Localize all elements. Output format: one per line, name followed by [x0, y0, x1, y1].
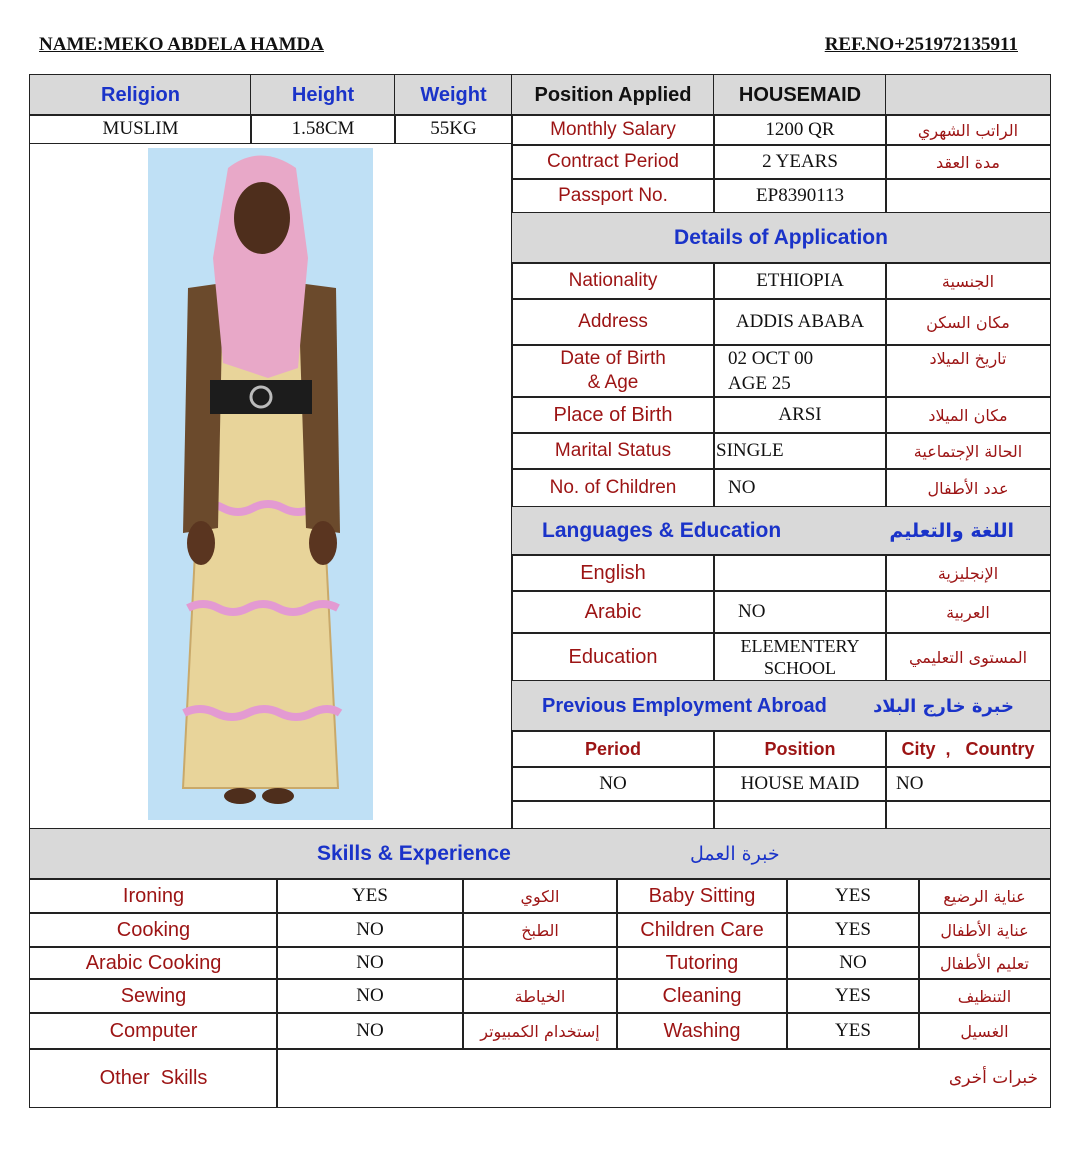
height-value: 1.58CM: [250, 114, 396, 144]
address-value: ADDIS ABABA: [713, 298, 887, 346]
skill-arabic: الطبخ: [521, 920, 559, 940]
city-country-header: City , Country: [885, 730, 1051, 768]
passport-value: EP8390113: [713, 178, 887, 214]
arabic-value: NO: [713, 590, 887, 634]
skill-label: Arabic Cooking: [85, 951, 222, 974]
contract-arabic: مدة العقد: [885, 144, 1051, 180]
skill-label: Washing: [663, 1019, 741, 1042]
employment-blank-1: [511, 800, 715, 830]
skill-value: NO: [356, 919, 384, 940]
english-label: English: [511, 554, 715, 592]
contract-value: 2 YEARS: [713, 144, 887, 180]
position-applied-blank: [885, 74, 1051, 116]
children-value: NO: [713, 468, 887, 508]
skill-value: YES: [352, 885, 388, 906]
person-photo-icon: [148, 148, 373, 820]
skill-label-cell: [616, 912, 788, 948]
skill-label-cell: [29, 912, 278, 948]
contract-label: Contract Period: [511, 144, 715, 180]
position-applied-value: HOUSEMAID: [713, 74, 887, 116]
employment-city: NO: [885, 766, 1051, 802]
skill-arabic-cell: [462, 1012, 618, 1050]
employment-section-title: Previous Employment Abroad خبرة خارج البلاد: [511, 680, 1051, 732]
skill-label-cell: [29, 978, 278, 1014]
skill-arabic: التنظيف: [957, 986, 1012, 1006]
skill-label: Cleaning: [662, 984, 742, 1007]
passport-arabic: [885, 178, 1051, 214]
skill-value-cell: [786, 912, 920, 948]
skill-arabic-cell: [462, 912, 618, 948]
skill-value-cell: [786, 878, 920, 914]
skill-label: Computer: [109, 1019, 198, 1042]
skill-arabic: إستخدام الكمبيوتر: [480, 1021, 600, 1041]
skill-label-cell: [29, 878, 278, 914]
skill-value: NO: [356, 952, 384, 973]
skill-arabic-cell: [918, 912, 1051, 948]
education-label: Education: [511, 632, 715, 682]
candidate-name: NAME:MEKO ABDELA HAMDA: [39, 34, 324, 55]
arabic-arabic: العربية: [885, 590, 1051, 634]
skill-label: Tutoring: [665, 951, 739, 974]
weight-value: 55KG: [394, 114, 513, 144]
skill-value: YES: [835, 1020, 871, 1041]
education-value: ELEMENTERY SCHOOL: [713, 632, 887, 682]
pob-value: ARSI: [713, 396, 887, 434]
dob-value: 02 OCT 00 AGE 25: [713, 344, 887, 398]
marital-label: Marital Status: [511, 432, 715, 470]
person-photo: [148, 148, 373, 820]
skill-value-cell: [276, 1012, 464, 1050]
skill-value: YES: [835, 985, 871, 1006]
salary-label: Monthly Salary: [511, 114, 715, 146]
skill-arabic: الغسيل: [960, 1021, 1009, 1041]
skill-label-cell: [616, 878, 788, 914]
children-arabic: عدد الأطفال: [885, 468, 1051, 508]
skill-arabic-cell: [462, 878, 618, 914]
skill-value: NO: [356, 985, 384, 1006]
skill-value-cell: [786, 946, 920, 980]
position-header: Position: [713, 730, 887, 768]
employment-blank-3: [885, 800, 1051, 830]
reference-number: REF.NO+251972135911: [824, 34, 1018, 55]
religion-header: Religion: [29, 74, 252, 116]
skill-arabic: عناية الرضيع: [943, 886, 1026, 906]
dob-label: Date of Birth & Age: [511, 344, 715, 398]
address-label: Address: [511, 298, 715, 346]
skills-section-title: Skills & Experience خبرة العمل: [29, 828, 1051, 880]
skill-arabic-cell: [918, 878, 1051, 914]
skill-arabic: تعليم الأطفال: [940, 953, 1029, 973]
children-label: No. of Children: [511, 468, 715, 508]
salary-value: 1200 QR: [713, 114, 887, 146]
passport-label: Passport No.: [511, 178, 715, 214]
employment-blank-2: [713, 800, 887, 830]
nationality-arabic: الجنسية: [885, 262, 1051, 300]
skill-value: YES: [835, 919, 871, 940]
skill-value-cell: [786, 978, 920, 1014]
skill-label: Baby Sitting: [648, 884, 756, 907]
other-skills-value: خبرات أخرى: [276, 1048, 1051, 1108]
languages-section-title: Languages & Education اللغة والتعليم: [511, 506, 1051, 556]
weight-header: Weight: [394, 74, 513, 116]
skill-arabic-cell: [918, 946, 1051, 980]
marital-value: SINGLE: [713, 432, 887, 470]
employment-position: HOUSE MAID: [713, 766, 887, 802]
skill-label: Sewing: [120, 984, 187, 1007]
skill-value-cell: [786, 1012, 920, 1050]
address-arabic: مكان السكن: [885, 298, 1051, 346]
skill-value-cell: [276, 878, 464, 914]
skill-label: Cooking: [116, 918, 191, 941]
arabic-label: Arabic: [511, 590, 715, 634]
skill-value: NO: [839, 952, 867, 973]
religion-value: MUSLIM: [29, 114, 252, 144]
skill-label-cell: [29, 1012, 278, 1050]
skill-arabic: الكوي: [520, 886, 560, 906]
dob-arabic: تاريخ الميلاد: [885, 344, 1051, 398]
skill-label: Ironing: [122, 884, 185, 907]
position-applied-label: Position Applied: [511, 74, 715, 116]
employment-period: NO: [511, 766, 715, 802]
skill-arabic-cell: [918, 978, 1051, 1014]
skill-label-cell: [616, 978, 788, 1014]
skill-arabic-cell: [918, 1012, 1051, 1050]
skill-value: NO: [356, 1020, 384, 1041]
skill-label-cell: [616, 1012, 788, 1050]
period-header: Period: [511, 730, 715, 768]
other-skills-label: Other Skills: [29, 1048, 278, 1108]
skill-arabic-cell: [462, 946, 618, 980]
skill-label-cell: [616, 946, 788, 980]
pob-arabic: مكان الميلاد: [885, 396, 1051, 434]
nationality-label: Nationality: [511, 262, 715, 300]
english-value: [713, 554, 887, 592]
pob-label: Place of Birth: [511, 396, 715, 434]
skill-value-cell: [276, 912, 464, 948]
skill-label: Children Care: [640, 918, 764, 941]
salary-arabic: الراتب الشهري: [885, 114, 1051, 146]
skill-value: YES: [835, 885, 871, 906]
details-section-title: Details of Application: [511, 212, 1051, 264]
skill-value-cell: [276, 946, 464, 980]
skill-arabic-cell: [462, 978, 618, 1014]
skill-value-cell: [276, 978, 464, 1014]
height-header: Height: [250, 74, 396, 116]
skill-label-cell: [29, 946, 278, 980]
skill-arabic: عناية الأطفال: [940, 920, 1029, 940]
education-arabic: المستوى التعليمي: [885, 632, 1051, 682]
skill-arabic: الخياطة: [514, 986, 566, 1006]
english-arabic: الإنجليزية: [885, 554, 1051, 592]
nationality-value: ETHIOPIA: [713, 262, 887, 300]
marital-arabic: الحالة الإجتماعية: [885, 432, 1051, 470]
